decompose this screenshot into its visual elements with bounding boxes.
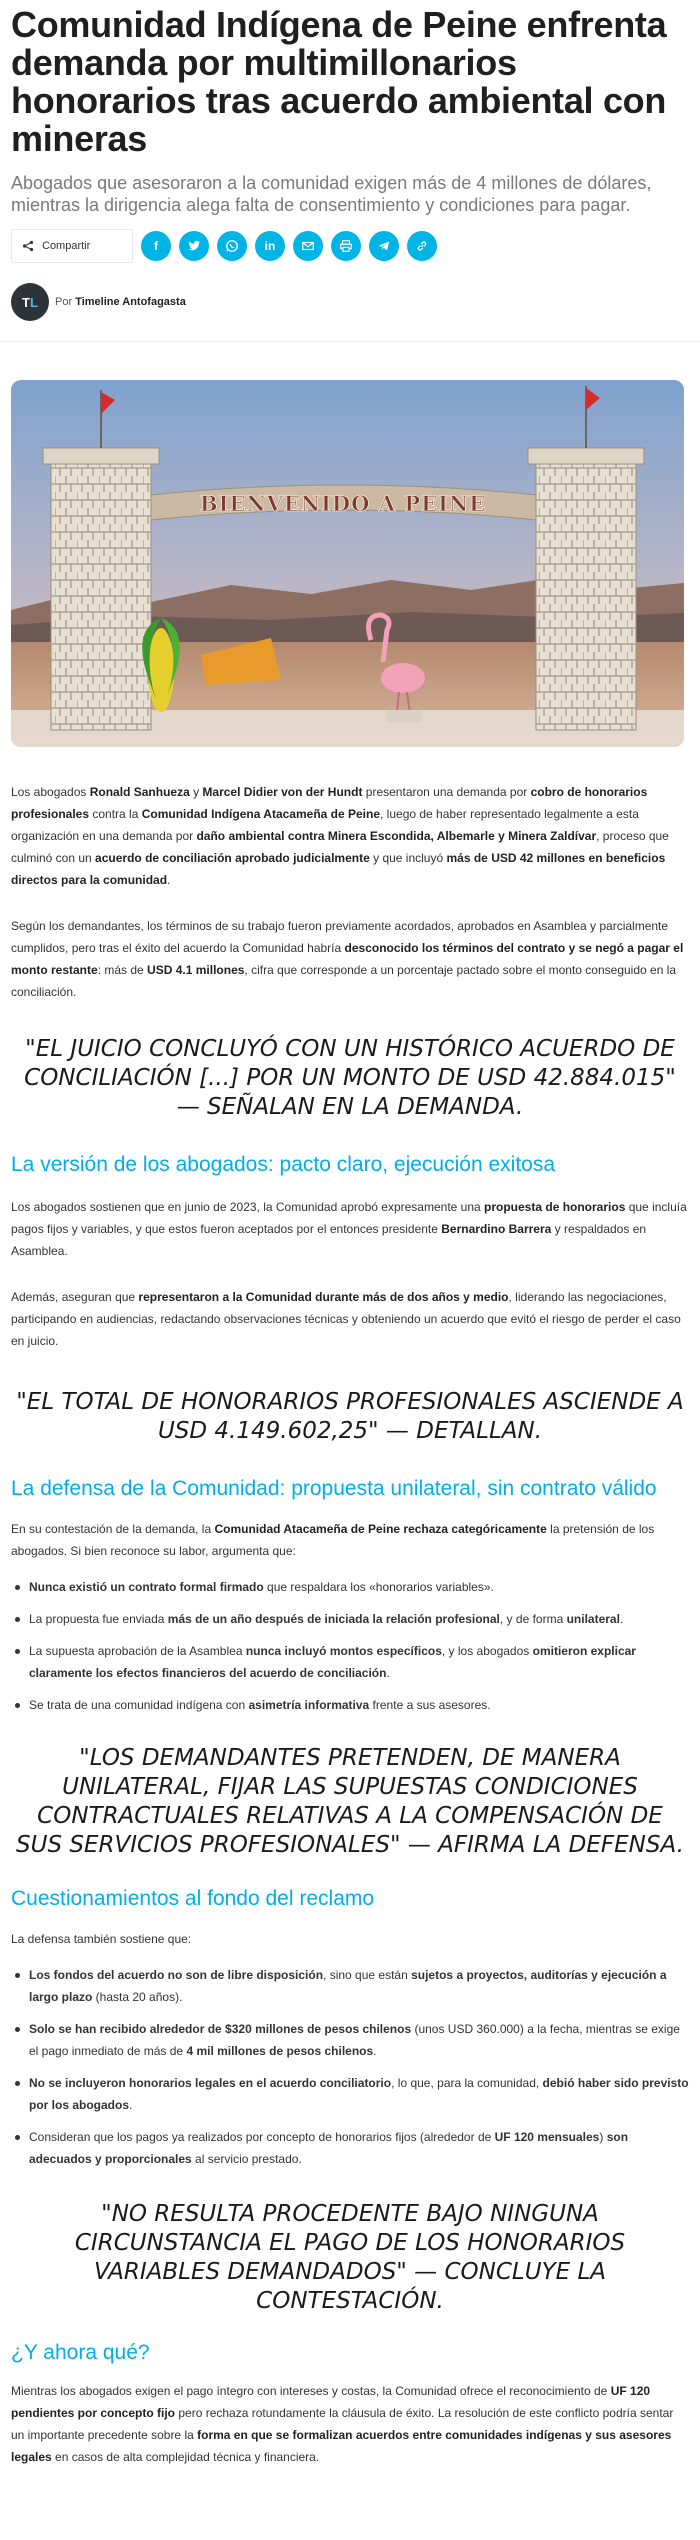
text: representaron a la Comunidad durante más de dos años y medio <box>138 1290 509 1304</box>
text: omitieron explicar claramente los efectos financieros del acuerdo de conciliación <box>29 1644 636 1680</box>
text: Consideran que los pagos ya realizados por concepto de honorarios fijos (alrededor de <box>29 2130 495 2144</box>
text: frente a sus asesores. <box>369 1698 491 1712</box>
text: forma en que se formalizan acuerdos entre comunidades indígenas y sus asesores legales <box>11 2428 672 2464</box>
linkedin-icon: in <box>264 239 276 253</box>
text: La propuesta fue enviada <box>29 1612 168 1626</box>
text: , liderando las negociaciones, participando en audiencias, redactando observaciones técnicas y obteniendo un acuerdo que evitó el riesgo de perder el caso en juicio. <box>11 1290 681 1348</box>
text: No se incluyeron honorarios legales en el acuerdo conciliatorio <box>29 2076 392 2090</box>
facebook-icon: f <box>154 239 158 253</box>
text: contra la <box>89 807 142 821</box>
text: desconocido los términos del contrato y se negó a pagar el monto restante <box>11 941 684 977</box>
text: que incluía pagos fijos y variables, y que estos fueron aceptados por el entonces presidente <box>11 1200 687 1236</box>
text: sujetos a proyectos, auditorías y ejecución a largo plazo <box>29 1968 667 2004</box>
share-linkedin-button[interactable] <box>255 231 285 261</box>
text: propuesta de honorarios <box>484 1200 626 1214</box>
text: Los abogados sostienen que en junio de 2023, la Comunidad aprobó expresamente una <box>11 1200 485 1214</box>
paragraph-7 <box>11 2380 689 2468</box>
text: , lo que, para la comunidad, <box>391 2076 543 2090</box>
share-icon <box>22 240 34 252</box>
twitter-icon <box>187 239 201 253</box>
text: más de un año después de iniciada la relación profesional <box>167 1612 500 1626</box>
text: acuerdo de conciliación aprobado judicialmente <box>95 851 370 865</box>
author-name-link[interactable]: Timeline Antofagasta <box>75 296 186 308</box>
share-facebook-button[interactable] <box>141 231 171 261</box>
link-icon <box>415 239 429 253</box>
whatsapp-icon <box>225 239 239 253</box>
text: (unos USD 360.000) a la fecha, mientras se exige el pago inmediato de más de <box>29 2022 680 2058</box>
section-heading-4: ¿Y ahora qué? <box>11 2341 150 2364</box>
text: al servicio prestado. <box>191 2152 302 2166</box>
pull-quote-4: "NO RESULTA PROCEDENTE BAJO NINGUNA CIRCUNSTANCIA EL PAGO DE LOS HONORARIOS VARIABLES DEMANDADOS" — CONCLUYE LA CONTESTACIÓN. <box>74 2201 626 2314</box>
paragraph-6: La defensa también sostiene que: <box>11 1932 192 1946</box>
text: Solo se han recibido alrededor de $320 millones de pesos chilenos <box>29 2022 412 2036</box>
print-icon <box>339 239 353 253</box>
text: que respaldara los «honorarios variables». <box>263 1580 494 1594</box>
text: Marcel Didier von der Hundt <box>202 785 363 799</box>
text: Los abogados <box>11 785 90 799</box>
section-heading-3: Cuestionamientos al fondo del reclamo <box>11 1887 375 1910</box>
pull-quote-3: "LOS DEMANDANTES PRETENDEN, DE MANERA UNILATERAL, FIJAR LAS SUPUESTAS CONDICIONES CONTRACTUALES RELATIVAS A LA COMPENSACIÓN DE SUS SERVICIOS PROFESIONALES" — AFIRMA LA DEFENSA. <box>16 1745 684 1858</box>
text: Nunca existió un contrato formal firmado <box>29 1580 264 1594</box>
section-heading-2: La defensa de la Comunidad: propuesta unilateral, sin contrato válido <box>11 1477 657 1500</box>
defense-list <box>11 1576 689 1716</box>
pull-quote-2: "EL TOTAL DE HONORARIOS PROFESIONALES ASCIENDE A USD 4.149.602,25" — DETALLAN. <box>16 1389 684 1444</box>
text: La supuesta aprobación de la Asamblea <box>29 1644 246 1658</box>
article-subtitle: Abogados que asesoraron a la comunidad exigen más de 4 millones de dólares, mientras la dirigencia alega falta de consentimiento y condiciones para pagar. <box>11 173 652 215</box>
text: y <box>189 785 203 799</box>
text: , luego de haber representado legalmente a esta organización en una demanda por <box>11 807 639 843</box>
text: Comunidad Indígena Atacameña de Peine <box>141 807 381 821</box>
paragraph-2 <box>11 915 689 1003</box>
list-item <box>11 2072 689 2116</box>
list-item <box>11 1640 689 1684</box>
text: y respaldados en Asamblea. <box>11 1222 647 1258</box>
text: Los fondos del acuerdo no son de libre disposición <box>29 1968 324 1982</box>
paragraph-4 <box>11 1286 689 1352</box>
section-heading-1: La versión de los abogados: pacto claro, ejecución exitosa <box>11 1153 556 1176</box>
text: ) <box>599 2130 607 2144</box>
list-item <box>11 1694 689 1716</box>
telegram-icon <box>377 239 391 253</box>
list-item <box>11 1964 689 2008</box>
text: nunca incluyó montos específicos <box>245 1644 442 1658</box>
text: la pretensión de los abogados. Si bien reconoce su labor, argumenta que: <box>11 1522 655 1558</box>
text: unilateral <box>566 1612 620 1626</box>
text: Mientras los abogados exigen el pago íntegro con intereses y costas, la Comunidad ofrece el reconocimiento de <box>11 2384 611 2398</box>
author-prefix: Por <box>55 296 73 308</box>
text: Según los demandantes, los términos de su trabajo fueron previamente acordados, aprobados en Asamblea y parcialmente cumplidos, pero tras el éxito del acuerdo la Comunidad habría <box>11 919 669 955</box>
share-whatsapp-button[interactable] <box>217 231 247 261</box>
email-icon <box>301 239 315 253</box>
avatar-initial-t: T <box>22 294 30 310</box>
hero-sign-text: BIENVENIDO A PEINE <box>199 491 487 516</box>
text: son adecuados y proporcionales <box>29 2130 629 2166</box>
list-item <box>11 1576 689 1598</box>
text: 4 mil millones de pesos chilenos <box>186 2044 374 2058</box>
paragraph-3 <box>11 1196 689 1262</box>
hero-image <box>11 380 684 747</box>
text: Se trata de una comunidad indígena con <box>29 1698 249 1712</box>
author-byline <box>11 283 689 321</box>
list-item <box>11 1608 689 1630</box>
share-link-button[interactable] <box>407 231 437 261</box>
text: . <box>386 1666 390 1680</box>
text: (hasta 20 años). <box>92 1990 183 2004</box>
share-twitter-button[interactable] <box>179 231 209 261</box>
text: Bernardino Barrera <box>441 1222 552 1236</box>
share-telegram-button[interactable] <box>369 231 399 261</box>
text: . <box>619 1612 624 1626</box>
paragraph-1 <box>11 781 689 891</box>
text: , cifra que corresponde a un porcentaje pactado sobre el monto conseguido en la conciliación. <box>11 963 677 999</box>
text: cobro de honorarios profesionales <box>11 785 648 821</box>
text: . <box>129 2098 133 2112</box>
text: más de USD 42 millones en beneficios directos para la comunidad <box>11 851 666 887</box>
text: en casos de alta complejidad técnica y financiera. <box>51 2450 320 2464</box>
text: , y los abogados <box>441 1644 533 1658</box>
text: Ronald Sanhueza <box>89 785 190 799</box>
text: y que incluyó <box>369 851 447 865</box>
pull-quote-1: "EL JUICIO CONCLUYÓ CON UN HISTÓRICO ACUERDO DE CONCILIACIÓN [...] POR UN MONTO DE USD 42.884.015" — SEÑALAN EN LA DEMANDA. <box>24 1036 676 1120</box>
text: UF 120 pendientes por concepto fijo <box>11 2384 651 2420</box>
hero-photo <box>11 380 684 747</box>
avatar-initial-l: L <box>30 294 38 310</box>
text: Comunidad Atacameña de Peine rechaza categóricamente <box>214 1522 547 1536</box>
text: UF 120 mensuales <box>494 2130 600 2144</box>
objections-list <box>11 1964 689 2170</box>
text: pero rechaza rotundamente la cláusula de éxito. La resolución de este conflicto podría sentar un importante precedente sobre la <box>11 2406 674 2442</box>
text: Además, aseguran que <box>11 1290 139 1304</box>
text: asimetría informativa <box>248 1698 370 1712</box>
divider <box>0 341 700 342</box>
text: : más de <box>97 963 148 977</box>
text: , sino que están <box>323 1968 412 1982</box>
text: debió haber sido previsto por los abogados <box>29 2076 689 2112</box>
text: presentaron una demanda por <box>362 785 531 799</box>
paragraph-5 <box>11 1518 689 1562</box>
text: , proceso que culminó con un <box>11 829 669 865</box>
share-label: Compartir <box>42 240 91 252</box>
article-title: Comunidad Indígena de Peine enfrenta demanda por multimillonarios honorarios tras acuerdo ambiental con mineras <box>11 4 667 159</box>
text: USD 4.1 millones <box>147 963 245 977</box>
list-item <box>11 2126 689 2170</box>
text: En su contestación de la demanda, la <box>11 1522 215 1536</box>
share-bar <box>11 229 689 263</box>
text: . <box>167 873 171 887</box>
avatar[interactable] <box>11 283 49 321</box>
text: . <box>373 2044 377 2058</box>
share-email-button[interactable] <box>293 231 323 261</box>
share-print-button[interactable] <box>331 231 361 261</box>
text: , y de forma <box>499 1612 567 1626</box>
author-line <box>55 296 186 308</box>
share-button[interactable] <box>11 229 133 263</box>
text: daño ambiental contra Minera Escondida, Albemarle y Minera Zaldívar <box>196 829 597 843</box>
list-item <box>11 2018 689 2062</box>
